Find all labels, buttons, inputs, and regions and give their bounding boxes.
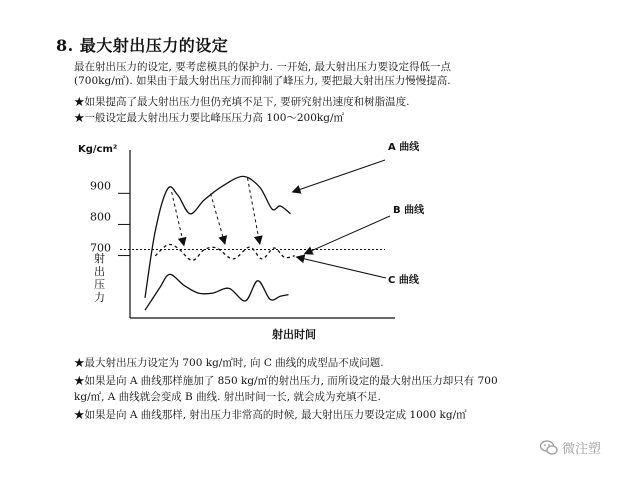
y-axis-label-char: 力: [94, 291, 105, 304]
drop-arrow-2: [211, 194, 225, 244]
drop-arrow-1: [172, 192, 184, 246]
watermark: [540, 438, 601, 457]
wechat-icon: [540, 440, 558, 456]
bullet-1: ★最大射出压力设定为 700 kg/㎡时, 向 C 曲线的成型品不成问题.: [74, 357, 384, 369]
intro-line-1: 最在射出压力的设定, 要考虑模具的保护力. 一开始, 最大射出压力要设定得低一点: [74, 61, 452, 73]
annotation-c-label: C 曲线: [388, 275, 419, 286]
drop-arrow-3: [248, 178, 260, 244]
annotation-a-arrow: [293, 160, 386, 192]
series-b-curve: [155, 244, 294, 260]
x-axis-label: 射出时间: [272, 328, 316, 341]
intro-line-4: ★一般设定最大射出压力要比峰压压力高 100～200kg/㎡: [74, 112, 345, 124]
y-axis-label-char: 出: [94, 265, 105, 278]
series-a-curve: [145, 176, 291, 297]
bullet-2: ★如果是向 A 曲线那样施加了 850 kg/㎡的射出压力, 而所设定的最大射出压力却只有 700: [74, 375, 498, 387]
y-unit-label: Kg/cm²: [78, 144, 118, 155]
annotation-c-arrow: [297, 257, 387, 278]
annotation-b-arrow: [305, 216, 390, 254]
series-c-curve: [145, 274, 289, 310]
intro-line-3: ★如果提高了最大射出压力但仍充填不足下, 要研究射出速度和树脂温度.: [74, 96, 410, 108]
annotation-b-label: B 曲线: [393, 205, 425, 216]
y-tick-label-900: 900: [90, 179, 111, 193]
y-tick-label-700: 700: [90, 241, 111, 255]
page-title: 8. 最大射出压力的设定: [56, 36, 229, 55]
y-axis-label-char: 射: [94, 252, 105, 265]
watermark-text: 微注塑: [562, 442, 602, 457]
annotation-a-label: A 曲线: [388, 142, 420, 153]
intro-line-2: (700kg/㎡). 如果由于最大射出压力而抑制了峰压力, 要把最大射出压力慢慢提高.: [74, 75, 451, 87]
bullet-3: kg/㎡, A 曲线就会变成 B 曲线. 射出时间一长, 就会成为充填不足.: [74, 391, 381, 403]
y-axis-label-char: 压: [94, 278, 105, 291]
y-tick-label-800: 800: [90, 210, 111, 224]
bullet-4: ★如果是向 A 曲线那样, 射出压力非常高的时候, 最大射出压力要设定成 1000 kg/㎡: [74, 409, 467, 421]
